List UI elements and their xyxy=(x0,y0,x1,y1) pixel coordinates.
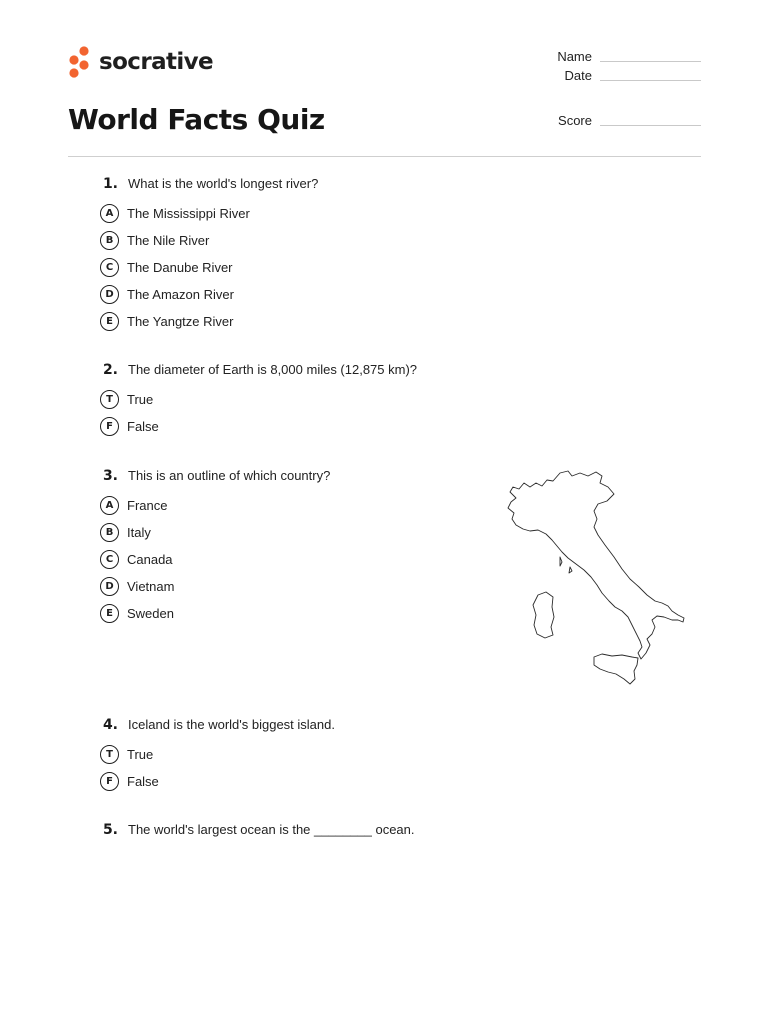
option-letter-circle: D xyxy=(100,285,119,304)
question-line xyxy=(100,468,330,492)
question-text: What is the world's longest river? xyxy=(128,176,319,191)
question-number: 2. xyxy=(102,362,118,378)
score-label: Score xyxy=(558,113,592,128)
option-text: False xyxy=(127,419,159,434)
answer-option-true[interactable] xyxy=(100,386,417,413)
question-number: 3. xyxy=(102,468,118,484)
answer-option-a[interactable] xyxy=(100,200,318,227)
answer-option-b[interactable] xyxy=(100,227,318,254)
option-letter-circle: C xyxy=(100,258,119,277)
option-letter-circle: F xyxy=(100,772,119,791)
quiz-title: World Facts Quiz xyxy=(68,103,325,136)
brand-name: socrative xyxy=(99,49,214,75)
option-text: France xyxy=(127,498,168,513)
name-label: Name xyxy=(557,49,592,64)
question-number: 1. xyxy=(102,176,118,192)
question-text: This is an outline of which country? xyxy=(128,468,331,483)
question-text: Iceland is the world's biggest island. xyxy=(128,717,335,732)
score-blank-line xyxy=(600,124,701,126)
date-field xyxy=(565,68,701,83)
italy-outline-map xyxy=(502,467,690,689)
option-letter-circle: E xyxy=(100,604,119,623)
question-number: 5. xyxy=(102,822,118,838)
answer-option-b[interactable] xyxy=(100,519,330,546)
question-line xyxy=(100,362,417,386)
question-line xyxy=(100,717,335,741)
option-text: The Amazon River xyxy=(127,287,234,302)
answer-option-d[interactable] xyxy=(100,573,330,600)
option-letter-circle: B xyxy=(100,523,119,542)
question-text: The diameter of Earth is 8,000 miles (12,875 km)? xyxy=(128,362,418,377)
socrative-dots-icon xyxy=(68,46,92,78)
option-text: The Mississippi River xyxy=(127,206,250,221)
answer-option-e[interactable] xyxy=(100,308,318,335)
header-divider xyxy=(68,156,701,157)
option-text: False xyxy=(127,774,159,789)
option-text: The Yangtze River xyxy=(127,314,234,329)
name-field xyxy=(557,49,701,64)
socrative-logo xyxy=(68,45,213,79)
question-number: 4. xyxy=(102,717,118,733)
option-letter-circle: T xyxy=(100,390,119,409)
question-3 xyxy=(100,468,330,627)
answer-option-false[interactable] xyxy=(100,413,417,440)
answer-option-d[interactable] xyxy=(100,281,318,308)
question-1 xyxy=(100,176,318,335)
name-blank-line xyxy=(600,60,701,62)
option-text: Vietnam xyxy=(127,579,175,594)
date-label: Date xyxy=(564,68,592,83)
option-letter-circle: A xyxy=(100,204,119,223)
score-field xyxy=(558,113,701,128)
option-letter-circle: F xyxy=(100,417,119,436)
question-line xyxy=(100,822,415,846)
question-4 xyxy=(100,717,335,795)
option-text: Italy xyxy=(127,525,151,540)
answer-option-e[interactable] xyxy=(100,600,330,627)
option-letter-circle: T xyxy=(100,745,119,764)
answer-option-c[interactable] xyxy=(100,254,318,281)
option-text: The Nile River xyxy=(127,233,210,248)
option-letter-circle: A xyxy=(100,496,119,515)
option-letter-circle: C xyxy=(100,550,119,569)
option-text: Sweden xyxy=(127,606,174,621)
option-text: True xyxy=(127,392,154,407)
option-letter-circle: E xyxy=(100,312,119,331)
question-5 xyxy=(100,822,415,846)
option-text: The Danube River xyxy=(127,260,233,275)
option-letter-circle: D xyxy=(100,577,119,596)
answer-option-true[interactable] xyxy=(100,741,335,768)
question-line xyxy=(100,176,318,200)
answer-option-a[interactable] xyxy=(100,492,330,519)
answer-option-c[interactable] xyxy=(100,546,330,573)
date-blank-line xyxy=(600,79,701,81)
option-letter-circle: B xyxy=(100,231,119,250)
option-text: True xyxy=(127,747,154,762)
question-text: The world's largest ocean is the ________ ocean. xyxy=(128,822,415,837)
option-text: Canada xyxy=(127,552,173,567)
question-2 xyxy=(100,362,417,440)
answer-option-false[interactable] xyxy=(100,768,335,795)
